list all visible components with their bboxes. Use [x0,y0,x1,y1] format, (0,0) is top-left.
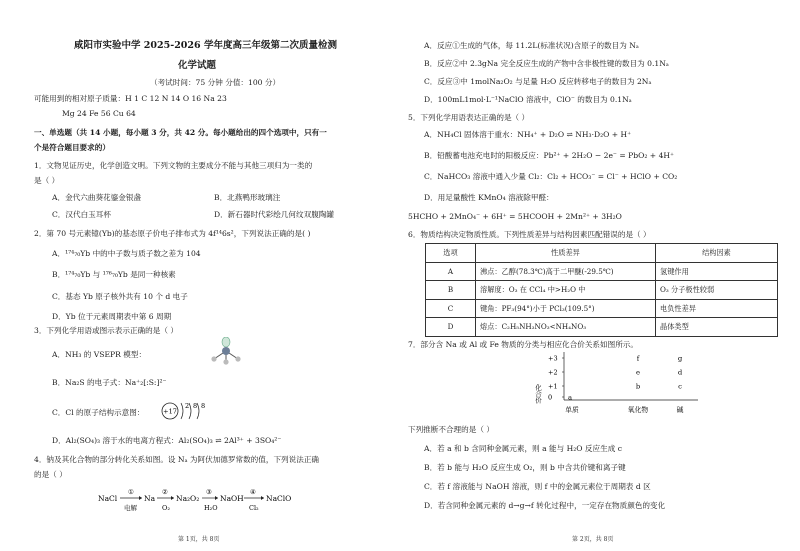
table-cell-property: 键角：PF₃(94°)小于 PCl₃(109.5°) [476,299,656,318]
q2-stem: 2．第 70 号元素镱(Yb)的基态原子价电子排布式为 4f¹⁴6s²，下列说法正确的是( ) [34,229,311,238]
q5-stem: 5．下列化学用语表达正确的是（ ） [408,113,530,122]
step-label-2: ② [162,488,168,496]
nucleus-charge: +17 [163,407,177,416]
chain-substance-5: NaClO [266,494,292,503]
table-cell-factor: 氢键作用 [656,262,778,281]
page-2 [400,0,800,551]
chart-point-g: g [677,354,683,363]
chart-point-e: e [635,368,641,377]
shell-arc-1 [181,403,183,419]
vsepr-model-figure [206,337,246,367]
lone-pair-lobe [222,337,230,347]
chart-y-tick-label: 0 [548,393,553,402]
chart-point-d: d [677,368,683,377]
q2-option-a[interactable]: A．¹⁷⁴₇₀Yb 中的中子数与质子数之差为 104 [52,249,201,258]
table-row [426,281,778,300]
q2-option-c[interactable]: C．基态 Yb 原子核外共有 10 个 d 电子 [52,292,188,301]
chart-point-b: b [635,382,641,391]
q7-question: 下列推断不合理的是（ ） [408,425,494,434]
q4-option-c[interactable]: C．反应③中 1molNa₂O₂ 与足量 H₂O 反应转移电子的数目为 2Nₐ [424,77,652,86]
table-cell-factor: O₃ 分子极性较弱 [656,281,778,300]
q7-option-a[interactable]: A．若 a 和 b 含同种金属元素，则 a 能与 H₂O 反应生成 c [424,444,622,453]
arrowhead-1 [139,496,142,500]
q4-stem-2: 的是（ ） [34,470,67,479]
chart-point-a: a [567,393,573,402]
table-row [426,299,778,318]
q1-stem-1: 1．文物见证历史，化学创造文明。下列文物的主要成分不能与其他三项归为一类的 [34,161,313,170]
atomic-masses-2: Mg 24 Fe 56 Cu 64 [62,109,136,118]
shell-arc-3 [197,403,199,419]
step-condition-4: Cl₂ [249,504,259,512]
cl-atom-structure-figure [160,398,208,424]
table-cell-option: A [426,262,476,281]
table-cell-property: 沸点：乙醇(78.3℃)高于二甲醚(-29.5℃) [476,262,656,281]
chain-substance-3: Na₂O₂ [176,494,200,503]
step-label-4: ④ [250,488,256,496]
page-1-footer: 第 1页，共 8页 [178,536,220,543]
q7-option-c[interactable]: C．若 f 溶液能与 NaOH 溶液，则 f 中的金属元素位于周期表 d 区 [424,482,651,491]
q7-stem: 7．部分含 Na 或 Al 或 Fe 物质的分类与相应化合价关系如图所示。 [408,340,638,349]
section-heading-2: 个是符合题目要求的） [34,143,110,152]
q3-option-d[interactable]: D．Al₂(SO₄)₃ 溶于水的电离方程式：Al₂(SO₄)₃ ⇌ 2Al³⁺ + 3SO₄²⁻ [52,436,282,445]
table-header-property: 性质差异 [476,244,656,263]
chart-y-tick-label: +2 [548,368,558,377]
page-2-footer: 第 2页，共 8页 [572,536,614,543]
atomic-masses-1: 可能用到的相对原子质量：H 1 C 12 N 14 O 16 Na 23 [34,94,227,103]
chart-category-label: 氧化物 [627,406,649,414]
step-label-3: ③ [206,488,212,496]
arrowhead-4 [261,496,264,500]
q4-option-a[interactable]: A．反应①生成的气体，每 11.2L(标准状况)含原子的数目为 Nₐ [424,41,639,50]
exam-title: 咸阳市实验中学 2025-2026 学年度高三年级第二次质量检测 [74,40,337,51]
chart-y-tick-label: +3 [548,354,558,363]
q2-option-b[interactable]: B．¹⁷⁴₇₀Yb 与 ¹⁷⁶₇₀Yb 是同一种核素 [52,270,176,279]
q1-option-d[interactable]: D．新石器时代彩绘几何纹双腹陶罐 [214,210,334,219]
step-condition-2: O₂ [162,504,170,512]
table-cell-option: C [426,299,476,318]
subject-title: 化学试题 [178,60,217,71]
q3-option-c[interactable]: C．Cl 的原子结构示意图： [52,408,145,417]
valence-chart [528,350,708,420]
q5-option-a[interactable]: A．NH₄Cl 固体溶于重水：NH₄⁺ + D₂O ⇌ NH₃·D₂O + H⁺ [424,130,632,139]
shell-count-1: 2 [185,402,190,410]
table-cell-factor: 电负性差异 [656,299,778,318]
chart-point-f: f [636,354,640,363]
step-condition-3: H₂O [204,504,218,512]
q4-option-b[interactable]: B．反应②中 2.3gNa 完全反应生成的产物中含非极性键的数目为 0.1Nₐ [424,59,669,68]
chain-substance-4: NaOH [220,494,244,503]
q3-option-b[interactable]: B．Na₂S 的电子式：Na⁺₂[:S:]²⁻ [52,378,167,387]
q1-option-b[interactable]: B．北燕鸭形玻璃注 [214,193,281,202]
shell-count-2: 8 [193,402,198,410]
h-atom-1 [211,356,216,361]
h-atom-3 [223,359,228,364]
q6-comparison-table [425,243,778,337]
table-row [426,318,778,337]
table-header-factor: 结构因素 [656,244,778,263]
exam-info: （考试时间：75 分钟 分值：100 分） [150,78,281,87]
arrowhead-3 [215,496,218,500]
chain-substance-1: NaCl [98,494,118,503]
q6-stem: 6．物质结构决定物质性质。下列性质差异与结构因素匹配错误的是（ ） [408,230,651,239]
conversion-chain-diagram [96,484,306,518]
section-heading-1: 一、单选题（共 14 小题，每小题 3 分，共 42 分。每小题给出的四个选项中，只有一 [34,128,327,137]
table-cell-option: D [426,318,476,337]
q5-option-c[interactable]: C．NaHCO₃ 溶液中通入少量 Cl₂：Cl₂ + HCO₃⁻ = Cl⁻ + HClO + CO₂ [424,172,678,181]
shell-count-3: 8 [201,402,206,410]
q7-option-b[interactable]: B．若 b 能与 H₂O 反应生成 O₂，则 b 中含共价键和离子键 [424,463,626,472]
table-header-row [426,244,778,263]
chart-y-axis-label: 化合价 [534,384,542,404]
q5-option-d-equation: 5HCHO + 2MnO₄⁻ + 6H⁺ = 5HCOOH + 2Mn²⁺ + 3H₂O [408,212,622,221]
q1-option-a[interactable]: A．金代六曲葵花鎏金银盏 [52,193,142,202]
q4-option-d[interactable]: D．100mL1mol·L⁻¹NaClO 溶液中，ClO⁻ 的数目为 0.1Nₐ [424,95,632,104]
chart-point-c: c [678,382,682,391]
chart-category-label: 碱 [676,406,684,414]
step-label-1: ① [128,488,134,496]
arrowhead-2 [171,496,174,500]
q4-stem-1: 4．钠及其化合物的部分转化关系如图。设 Nₐ 为阿伏加德罗常数的值，下列说法正确 [34,455,320,464]
q3-option-a[interactable]: A．NH₃ 的 VSEPR 模型： [52,350,147,359]
table-row [426,262,778,281]
shell-arc-2 [189,403,191,419]
table-cell-factor: 晶体类型 [656,318,778,337]
q3-stem: 3．下列化学用语或图示表示正确的是（ ） [34,326,178,335]
h-atom-2 [235,356,240,361]
table-cell-property: 熔点：C₂H₅NH₃NO₃<NH₄NO₃ [476,318,656,337]
n-atom [222,347,230,355]
chain-substance-2: Na [144,494,156,503]
q1-stem-2: 是（ ） [34,176,60,185]
q7-option-d[interactable]: D．若含同种金属元素的 d→g→f 转化过程中，一定存在物质颜色的变化 [424,501,666,510]
table-header-option: 选项 [426,244,476,263]
table-cell-property: 溶解度：O₃ 在 CCl₄ 中>H₂O 中 [476,281,656,300]
q5-option-b[interactable]: B．铅酸蓄电池充电时的阳极反应：Pb²⁺ + 2H₂O − 2e⁻ = PbO₂ + 4H⁺ [424,151,675,160]
chart-y-tick-label: +1 [548,382,558,391]
q2-option-d[interactable]: D．Yb 位于元素周期表中第 6 周期 [52,312,172,321]
q1-option-c[interactable]: C．汉代白玉耳杯 [52,210,111,219]
chart-category-label: 单质 [565,406,579,414]
q5-option-d[interactable]: D．用足量酸性 KMnO₄ 溶液除甲醛： [424,193,554,202]
step-condition-1: 电解 [124,504,137,512]
table-cell-option: B [426,281,476,300]
